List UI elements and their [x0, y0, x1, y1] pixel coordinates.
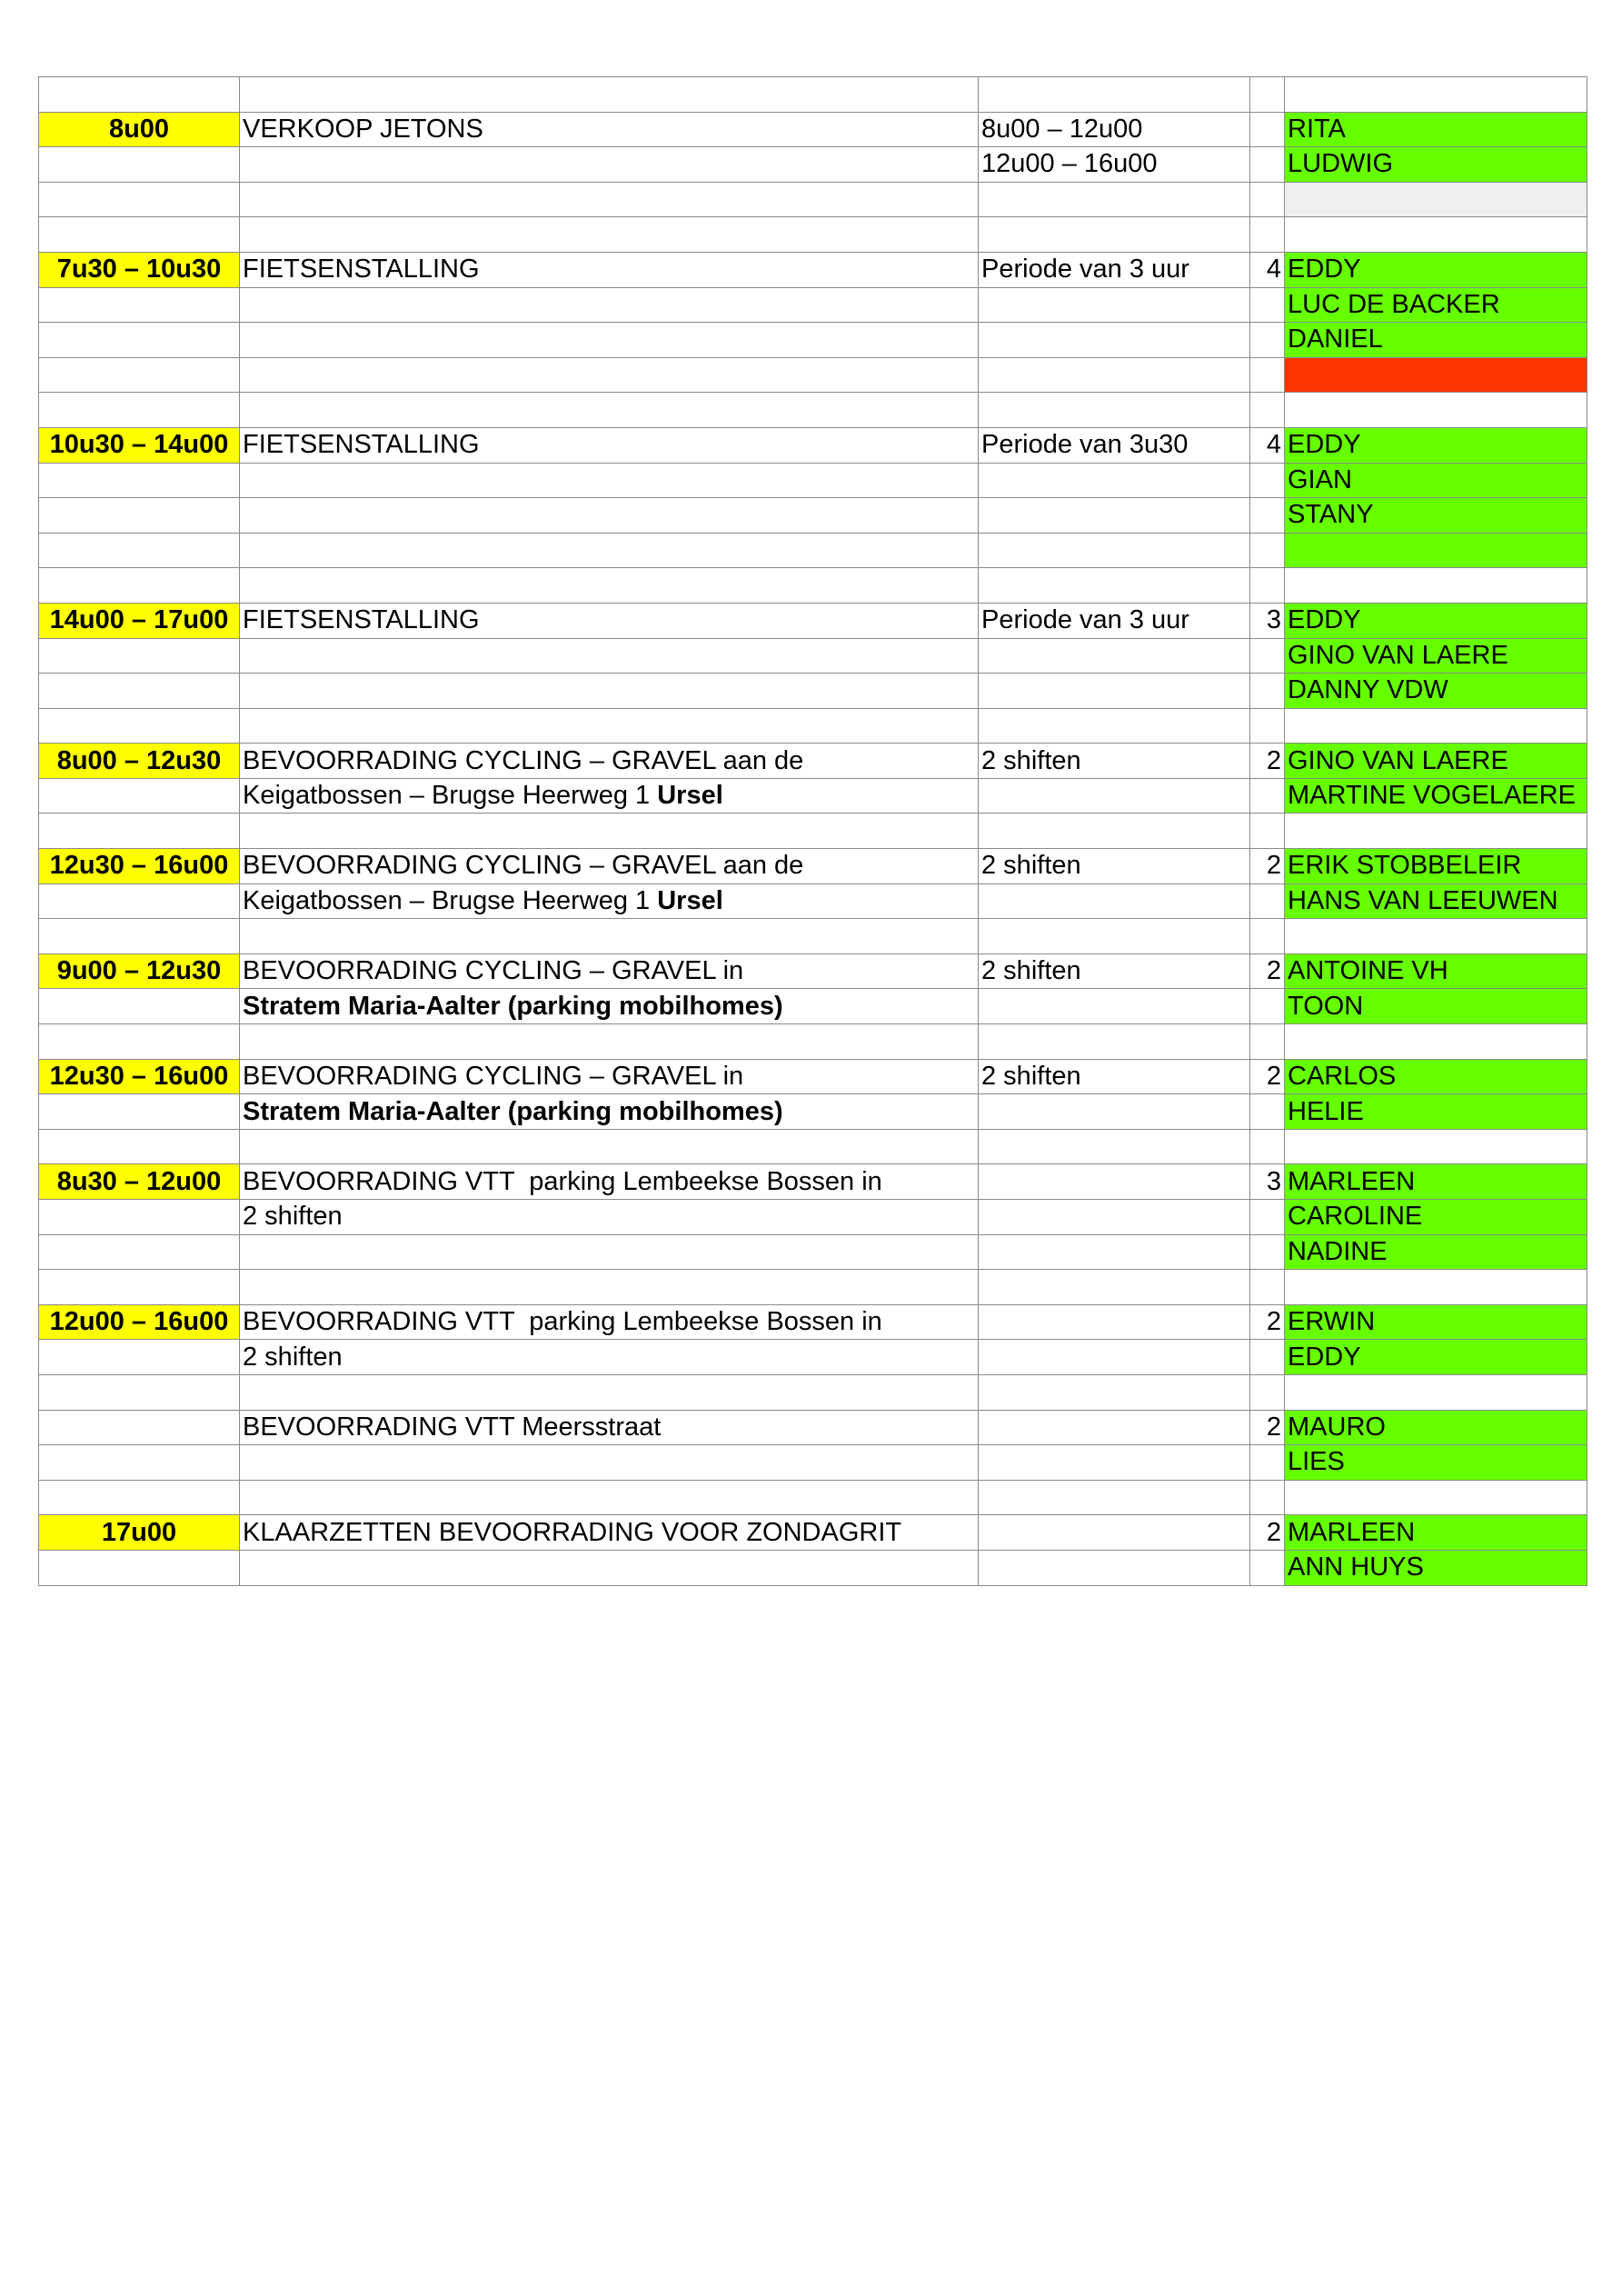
- task-cell: [240, 533, 979, 568]
- time-cell: 8u00: [39, 112, 240, 147]
- task-cell: [240, 1480, 979, 1515]
- volunteer-name-cell: [1285, 533, 1587, 568]
- task-cell: [240, 1129, 979, 1164]
- count-cell: [1250, 708, 1285, 744]
- count-cell: [1250, 217, 1285, 253]
- task-cell: [240, 1024, 979, 1060]
- volunteer-name-cell: MARLEEN: [1285, 1164, 1587, 1200]
- period-cell: [979, 77, 1250, 113]
- task-cell: [240, 1059, 979, 1094]
- time-cell: [39, 1374, 240, 1410]
- time-cell: [39, 1094, 240, 1130]
- task-text: BEVOORRADING VTT parking Lembeekse Bossen in: [243, 1166, 882, 1196]
- volunteer-name-cell: ERWIN: [1285, 1304, 1587, 1340]
- time-cell: [39, 77, 240, 113]
- volunteer-name-cell: EDDY: [1285, 603, 1587, 638]
- task-location: Stratem Maria-Aalter (parking mobilhomes): [243, 991, 783, 1021]
- volunteer-name-cell: [1285, 1270, 1587, 1305]
- task-cell: [240, 1410, 979, 1445]
- task-cell: [240, 1374, 979, 1410]
- count-cell: [1250, 323, 1285, 358]
- volunteer-name-cell: [1285, 182, 1587, 217]
- table-row: [39, 1059, 1587, 1094]
- time-cell: 14u00 – 17u00: [39, 603, 240, 638]
- time-cell: [39, 989, 240, 1024]
- task-cell: [240, 1200, 979, 1235]
- volunteer-name-cell: [1285, 77, 1587, 113]
- task-cell: [240, 744, 979, 779]
- time-cell: [39, 323, 240, 358]
- period-cell: [979, 498, 1250, 534]
- period-cell: [979, 708, 1250, 744]
- time-cell: [39, 147, 240, 183]
- count-cell: [1250, 568, 1285, 604]
- time-cell: [39, 708, 240, 744]
- task-text: BEVOORRADING VTT parking Lembeekse Bossen in: [243, 1307, 882, 1337]
- table-row: [39, 427, 1587, 463]
- table-row: [39, 1304, 1587, 1340]
- table-row: [39, 1270, 1587, 1305]
- period-cell: [979, 1480, 1250, 1515]
- time-cell: 12u30 – 16u00: [39, 849, 240, 884]
- volunteer-name-cell: [1285, 919, 1587, 954]
- count-cell: [1250, 147, 1285, 183]
- time-cell: [39, 287, 240, 323]
- period-cell: [979, 1410, 1250, 1445]
- period-cell: 2 shiften: [979, 849, 1250, 884]
- table-row: [39, 1200, 1587, 1235]
- task-cell: [240, 603, 979, 638]
- period-cell: 2 shiften: [979, 953, 1250, 989]
- volunteer-name-cell: MAURO: [1285, 1410, 1587, 1445]
- count-cell: [1250, 1129, 1285, 1164]
- time-cell: 10u30 – 14u00: [39, 427, 240, 463]
- count-cell: [1250, 989, 1285, 1024]
- volunteer-name-cell: [1285, 568, 1587, 604]
- volunteer-name-cell: DANIEL: [1285, 323, 1587, 358]
- table-row: [39, 217, 1587, 253]
- volunteer-name-cell: [1285, 393, 1587, 428]
- task-cell: [240, 357, 979, 393]
- task-cell: [240, 1234, 979, 1270]
- time-cell: 7u30 – 10u30: [39, 252, 240, 287]
- volunteer-name-cell: [1285, 1024, 1587, 1060]
- task-cell: [240, 112, 979, 147]
- volunteer-name-cell: LUC DE BACKER: [1285, 287, 1587, 323]
- task-text: FIETSENSTALLING: [243, 430, 480, 460]
- count-cell: [1250, 393, 1285, 428]
- task-text: BEVOORRADING VTT Meersstraat: [243, 1412, 662, 1442]
- period-cell: [979, 1129, 1250, 1164]
- time-cell: [39, 217, 240, 253]
- task-cell: [240, 1445, 979, 1481]
- volunteer-name-cell: STANY: [1285, 498, 1587, 534]
- time-cell: [39, 568, 240, 604]
- table-row: [39, 778, 1587, 814]
- task-location: Stratem Maria-Aalter (parking mobilhomes): [243, 1096, 783, 1126]
- time-cell: [39, 919, 240, 954]
- period-cell: [979, 778, 1250, 814]
- time-cell: [39, 814, 240, 849]
- table-row: [39, 77, 1587, 113]
- task-text: Keigatbossen – Brugse Heerweg 1: [243, 885, 658, 915]
- period-cell: [979, 1445, 1250, 1481]
- table-row: [39, 883, 1587, 919]
- period-cell: [979, 1164, 1250, 1200]
- volunteer-name-cell: [1285, 708, 1587, 744]
- period-cell: [979, 674, 1250, 709]
- count-cell: [1250, 674, 1285, 709]
- volunteer-name-cell: [1285, 1374, 1587, 1410]
- table-row: [39, 1234, 1587, 1270]
- table-row: [39, 1340, 1587, 1375]
- time-cell: [39, 533, 240, 568]
- time-cell: [39, 1340, 240, 1375]
- table-row: [39, 814, 1587, 849]
- count-cell: 3: [1250, 603, 1285, 638]
- period-cell: [979, 533, 1250, 568]
- table-row: [39, 463, 1587, 498]
- table-row: [39, 1094, 1587, 1130]
- period-cell: [979, 883, 1250, 919]
- period-cell: 12u00 – 16u00: [979, 147, 1250, 183]
- task-cell: [240, 674, 979, 709]
- period-cell: [979, 1024, 1250, 1060]
- time-cell: [39, 1445, 240, 1481]
- time-cell: 8u00 – 12u30: [39, 744, 240, 779]
- time-cell: 9u00 – 12u30: [39, 953, 240, 989]
- period-cell: Periode van 3 uur: [979, 252, 1250, 287]
- time-cell: [39, 182, 240, 217]
- schedule-table: [38, 76, 1587, 1586]
- volunteer-name-cell: GINO VAN LAERE: [1285, 744, 1587, 779]
- time-cell: 12u30 – 16u00: [39, 1059, 240, 1094]
- volunteer-name-cell: EDDY: [1285, 252, 1587, 287]
- table-row: [39, 182, 1587, 217]
- volunteer-name-cell: TOON: [1285, 989, 1587, 1024]
- time-cell: [39, 498, 240, 534]
- task-cell: [240, 252, 979, 287]
- count-cell: [1250, 287, 1285, 323]
- period-cell: 2 shiften: [979, 1059, 1250, 1094]
- volunteer-name-cell: HANS VAN LEEUWEN: [1285, 883, 1587, 919]
- time-cell: [39, 883, 240, 919]
- task-cell: [240, 778, 979, 814]
- period-cell: [979, 287, 1250, 323]
- period-cell: [979, 1270, 1250, 1305]
- task-text: 2 shiften: [243, 1342, 343, 1372]
- period-cell: [979, 1094, 1250, 1130]
- table-row: [39, 1024, 1587, 1060]
- task-text: FIETSENSTALLING: [243, 255, 480, 285]
- volunteer-name-cell: ANN HUYS: [1285, 1550, 1587, 1585]
- task-location: Ursel: [657, 781, 723, 811]
- period-cell: [979, 182, 1250, 217]
- volunteer-name-cell: [1285, 1480, 1587, 1515]
- time-cell: [39, 393, 240, 428]
- volunteer-name-cell: EDDY: [1285, 1340, 1587, 1375]
- period-cell: [979, 393, 1250, 428]
- table-row: [39, 1410, 1587, 1445]
- volunteer-name-cell: [1285, 217, 1587, 253]
- table-row: [39, 708, 1587, 744]
- task-cell: [240, 323, 979, 358]
- task-location: Ursel: [657, 885, 723, 915]
- count-cell: 2: [1250, 849, 1285, 884]
- task-text: BEVOORRADING CYCLING – GRAVEL in: [243, 956, 744, 986]
- period-cell: [979, 1374, 1250, 1410]
- task-cell: [240, 708, 979, 744]
- count-cell: [1250, 112, 1285, 147]
- task-cell: [240, 1094, 979, 1130]
- time-cell: [39, 1234, 240, 1270]
- volunteer-name-cell: CAROLINE: [1285, 1200, 1587, 1235]
- table-row: [39, 849, 1587, 884]
- period-cell: Periode van 3u30: [979, 427, 1250, 463]
- count-cell: [1250, 883, 1285, 919]
- volunteer-name-cell: ANTOINE VH: [1285, 953, 1587, 989]
- time-cell: [39, 1200, 240, 1235]
- table-row: [39, 147, 1587, 183]
- volunteer-name-cell: [1285, 357, 1587, 393]
- period-cell: [979, 1340, 1250, 1375]
- time-cell: [39, 463, 240, 498]
- volunteer-name-cell: LUDWIG: [1285, 147, 1587, 183]
- table-row: [39, 287, 1587, 323]
- table-row: [39, 393, 1587, 428]
- volunteer-name-cell: MARTINE VOGELAERE: [1285, 778, 1587, 814]
- count-cell: [1250, 1094, 1285, 1130]
- task-cell: [240, 814, 979, 849]
- volunteer-name-cell: EDDY: [1285, 427, 1587, 463]
- period-cell: 2 shiften: [979, 744, 1250, 779]
- table-row: [39, 1164, 1587, 1200]
- count-cell: 4: [1250, 427, 1285, 463]
- count-cell: 3: [1250, 1164, 1285, 1200]
- time-cell: [39, 638, 240, 674]
- time-cell: [39, 1480, 240, 1515]
- table-row: [39, 953, 1587, 989]
- task-cell: [240, 182, 979, 217]
- task-cell: [240, 1515, 979, 1551]
- count-cell: [1250, 182, 1285, 217]
- count-cell: 2: [1250, 1059, 1285, 1094]
- table-row: [39, 1374, 1587, 1410]
- time-cell: [39, 1550, 240, 1585]
- task-cell: [240, 393, 979, 428]
- task-cell: [240, 953, 979, 989]
- count-cell: [1250, 814, 1285, 849]
- task-text: 2 shiften: [243, 1202, 343, 1232]
- volunteer-name-cell: MARLEEN: [1285, 1515, 1587, 1551]
- table-row: [39, 989, 1587, 1024]
- count-cell: [1250, 498, 1285, 534]
- task-cell: [240, 1270, 979, 1305]
- task-cell: [240, 883, 979, 919]
- task-cell: [240, 498, 979, 534]
- task-cell: [240, 1164, 979, 1200]
- table-row: [39, 744, 1587, 779]
- count-cell: 2: [1250, 1304, 1285, 1340]
- period-cell: [979, 638, 1250, 674]
- count-cell: [1250, 463, 1285, 498]
- count-cell: [1250, 1340, 1285, 1375]
- table-row: [39, 252, 1587, 287]
- volunteer-name-cell: GIAN: [1285, 463, 1587, 498]
- task-text: FIETSENSTALLING: [243, 605, 480, 635]
- task-cell: [240, 989, 979, 1024]
- period-cell: [979, 1200, 1250, 1235]
- table-row: [39, 603, 1587, 638]
- time-cell: [39, 1129, 240, 1164]
- time-cell: [39, 357, 240, 393]
- task-text: BEVOORRADING CYCLING – GRAVEL aan de: [243, 851, 804, 881]
- table-row: [39, 638, 1587, 674]
- period-cell: [979, 989, 1250, 1024]
- task-cell: [240, 568, 979, 604]
- task-cell: [240, 1340, 979, 1375]
- time-cell: 17u00: [39, 1515, 240, 1551]
- count-cell: [1250, 638, 1285, 674]
- table-row: [39, 323, 1587, 358]
- period-cell: [979, 1234, 1250, 1270]
- task-cell: [240, 849, 979, 884]
- period-cell: [979, 568, 1250, 604]
- count-cell: 2: [1250, 744, 1285, 779]
- volunteer-name-cell: LIES: [1285, 1445, 1587, 1481]
- period-cell: 8u00 – 12u00: [979, 112, 1250, 147]
- table-row: [39, 568, 1587, 604]
- volunteer-name-cell: RITA: [1285, 112, 1587, 147]
- volunteer-name-cell: [1285, 814, 1587, 849]
- count-cell: [1250, 1024, 1285, 1060]
- period-cell: [979, 323, 1250, 358]
- table-row: [39, 112, 1587, 147]
- task-cell: [240, 287, 979, 323]
- task-text: BEVOORRADING CYCLING – GRAVEL aan de: [243, 745, 804, 775]
- task-text: BEVOORRADING CYCLING – GRAVEL in: [243, 1061, 744, 1091]
- table-row: [39, 1129, 1587, 1164]
- table-row: [39, 1515, 1587, 1551]
- task-cell: [240, 217, 979, 253]
- count-cell: [1250, 1200, 1285, 1235]
- time-cell: [39, 778, 240, 814]
- table-row: [39, 1550, 1587, 1585]
- volunteer-name-cell: NADINE: [1285, 1234, 1587, 1270]
- table-row: [39, 498, 1587, 534]
- period-cell: [979, 1304, 1250, 1340]
- task-text: Keigatbossen – Brugse Heerweg 1: [243, 781, 658, 811]
- schedule-rows: [39, 77, 1587, 1586]
- volunteer-name-cell: GINO VAN LAERE: [1285, 638, 1587, 674]
- time-cell: [39, 674, 240, 709]
- time-cell: 12u00 – 16u00: [39, 1304, 240, 1340]
- period-cell: [979, 814, 1250, 849]
- count-cell: [1250, 77, 1285, 113]
- task-cell: [240, 77, 979, 113]
- period-cell: [979, 1515, 1250, 1551]
- volunteer-name-cell: CARLOS: [1285, 1059, 1587, 1094]
- table-row: [39, 533, 1587, 568]
- count-cell: 4: [1250, 252, 1285, 287]
- period-cell: [979, 919, 1250, 954]
- task-text: KLAARZETTEN BEVOORRADING VOOR ZONDAGRIT: [243, 1517, 902, 1547]
- task-text: VERKOOP JETONS: [243, 114, 483, 144]
- time-cell: [39, 1024, 240, 1060]
- volunteer-name-cell: HELIE: [1285, 1094, 1587, 1130]
- volunteer-name-cell: DANNY VDW: [1285, 674, 1587, 709]
- task-cell: [240, 1304, 979, 1340]
- count-cell: [1250, 1480, 1285, 1515]
- count-cell: [1250, 1374, 1285, 1410]
- task-cell: [240, 1550, 979, 1585]
- period-cell: [979, 463, 1250, 498]
- count-cell: [1250, 778, 1285, 814]
- table-row: [39, 1445, 1587, 1481]
- task-cell: [240, 463, 979, 498]
- table-row: [39, 674, 1587, 709]
- count-cell: 2: [1250, 1515, 1285, 1551]
- table-row: [39, 357, 1587, 393]
- count-cell: [1250, 1234, 1285, 1270]
- period-cell: [979, 217, 1250, 253]
- count-cell: [1250, 533, 1285, 568]
- period-cell: [979, 1550, 1250, 1585]
- task-cell: [240, 427, 979, 463]
- task-cell: [240, 919, 979, 954]
- time-cell: 8u30 – 12u00: [39, 1164, 240, 1200]
- period-cell: [979, 357, 1250, 393]
- table-row: [39, 919, 1587, 954]
- count-cell: [1250, 357, 1285, 393]
- task-cell: [240, 147, 979, 183]
- count-cell: 2: [1250, 1410, 1285, 1445]
- count-cell: 2: [1250, 953, 1285, 989]
- count-cell: [1250, 1270, 1285, 1305]
- time-cell: [39, 1410, 240, 1445]
- period-cell: Periode van 3 uur: [979, 603, 1250, 638]
- table-row: [39, 1480, 1587, 1515]
- volunteer-name-cell: ERIK STOBBELEIR: [1285, 849, 1587, 884]
- count-cell: [1250, 1550, 1285, 1585]
- time-cell: [39, 1270, 240, 1305]
- volunteer-name-cell: [1285, 1129, 1587, 1164]
- count-cell: [1250, 919, 1285, 954]
- task-cell: [240, 638, 979, 674]
- count-cell: [1250, 1445, 1285, 1481]
